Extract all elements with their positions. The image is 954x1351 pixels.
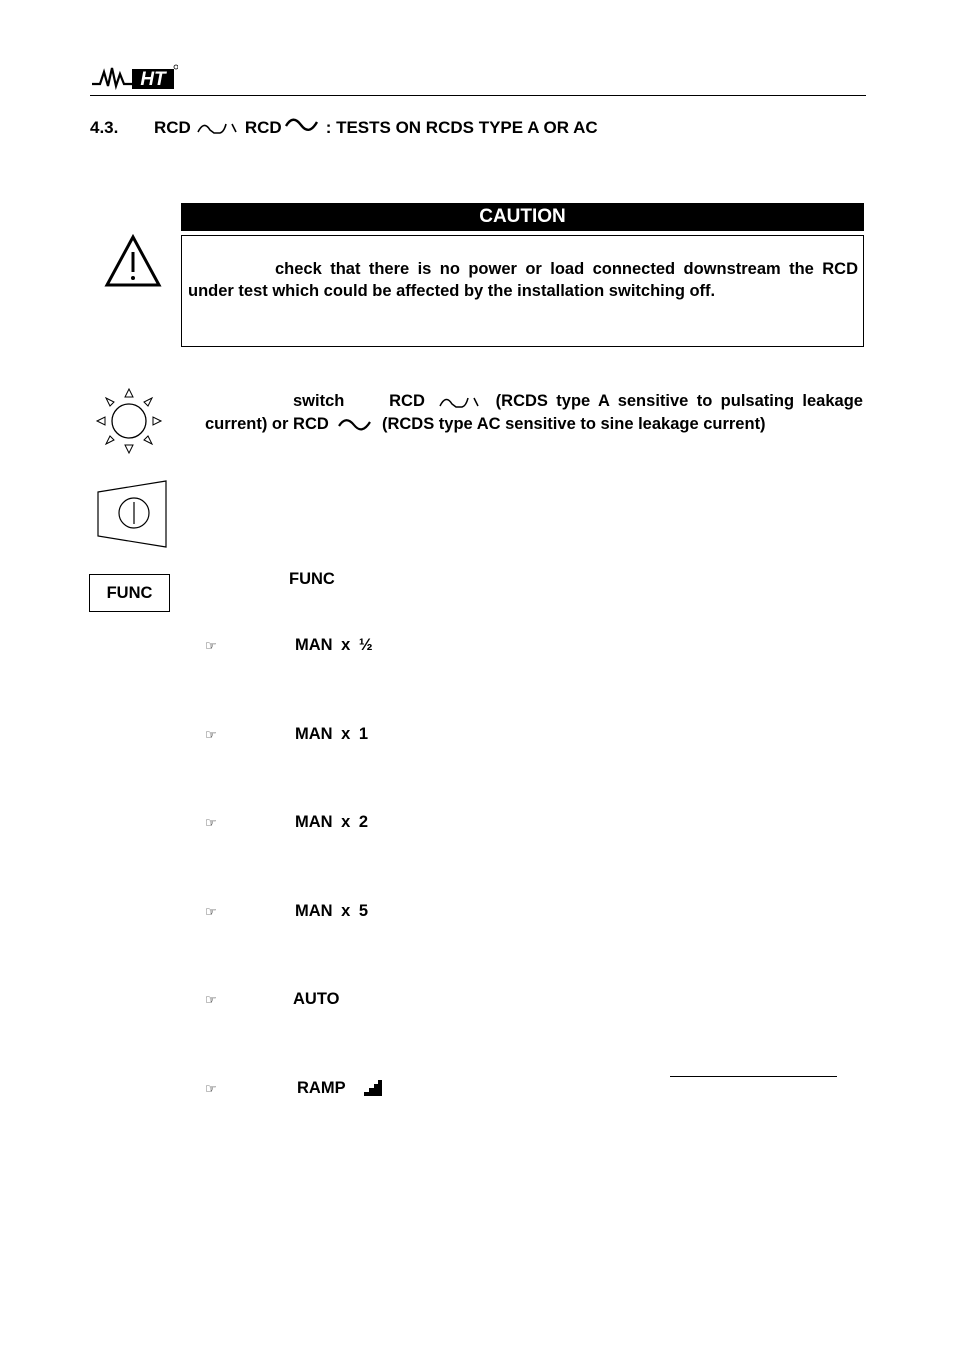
rcd-ac-label: RCD: [293, 415, 329, 433]
option-man-1: MAN x 1: [295, 725, 369, 743]
section-heading: [90, 114, 598, 142]
ramp-steps-icon: [364, 1080, 382, 1096]
option-ramp: RAMP: [297, 1079, 346, 1097]
underline-rule: [670, 1076, 837, 1077]
logo-text: HT: [140, 69, 166, 90]
rotary-switch-sun-icon: [95, 387, 163, 455]
section-number: 4.3.: [90, 118, 119, 137]
sine-wave-icon: [337, 415, 373, 435]
func-key[interactable]: FUNC: [89, 574, 170, 612]
option-auto: AUTO: [293, 990, 340, 1008]
option-man-half: MAN x ½: [295, 636, 373, 654]
rcd-a-heading-label: RCD: [154, 118, 191, 137]
sine-wave-icon: [284, 114, 320, 136]
caution-title: CAUTION: [181, 203, 864, 231]
hand-pointer-icon: ☞: [205, 727, 217, 742]
option-man-2: MAN x 2: [295, 813, 369, 831]
rcd-a-label: RCD: [389, 392, 425, 410]
pulsating-wave-icon: [437, 393, 483, 411]
option-man-5: MAN x 5: [295, 902, 369, 920]
hand-pointer-icon: ☞: [205, 815, 217, 830]
hand-pointer-icon: ☞: [205, 992, 217, 1007]
section-title: : TESTS ON RCDS TYPE A OR AC: [325, 118, 598, 137]
pulsating-wave-icon: [195, 118, 241, 138]
power-button-icon: [96, 480, 168, 548]
ht-logo: [92, 62, 178, 90]
caution-text: check that there is no power or load connected downstream the RCD under test which could be affected by the installation switching off.: [188, 260, 858, 300]
rcd-ac-heading-label: RCD: [244, 118, 282, 137]
warning-triangle-icon: [104, 234, 162, 288]
func-label: FUNC: [289, 570, 335, 588]
hand-pointer-icon: ☞: [205, 638, 217, 653]
hand-pointer-icon: ☞: [205, 904, 217, 919]
hand-pointer-icon: ☞: [205, 1081, 217, 1096]
switch-instruction: switch RCD (RCDS type A sensitive to pulsating leakage current) or RCD (RCDS type AC sensitive to sine leakage current): [205, 392, 863, 433]
header-divider: [90, 95, 866, 96]
